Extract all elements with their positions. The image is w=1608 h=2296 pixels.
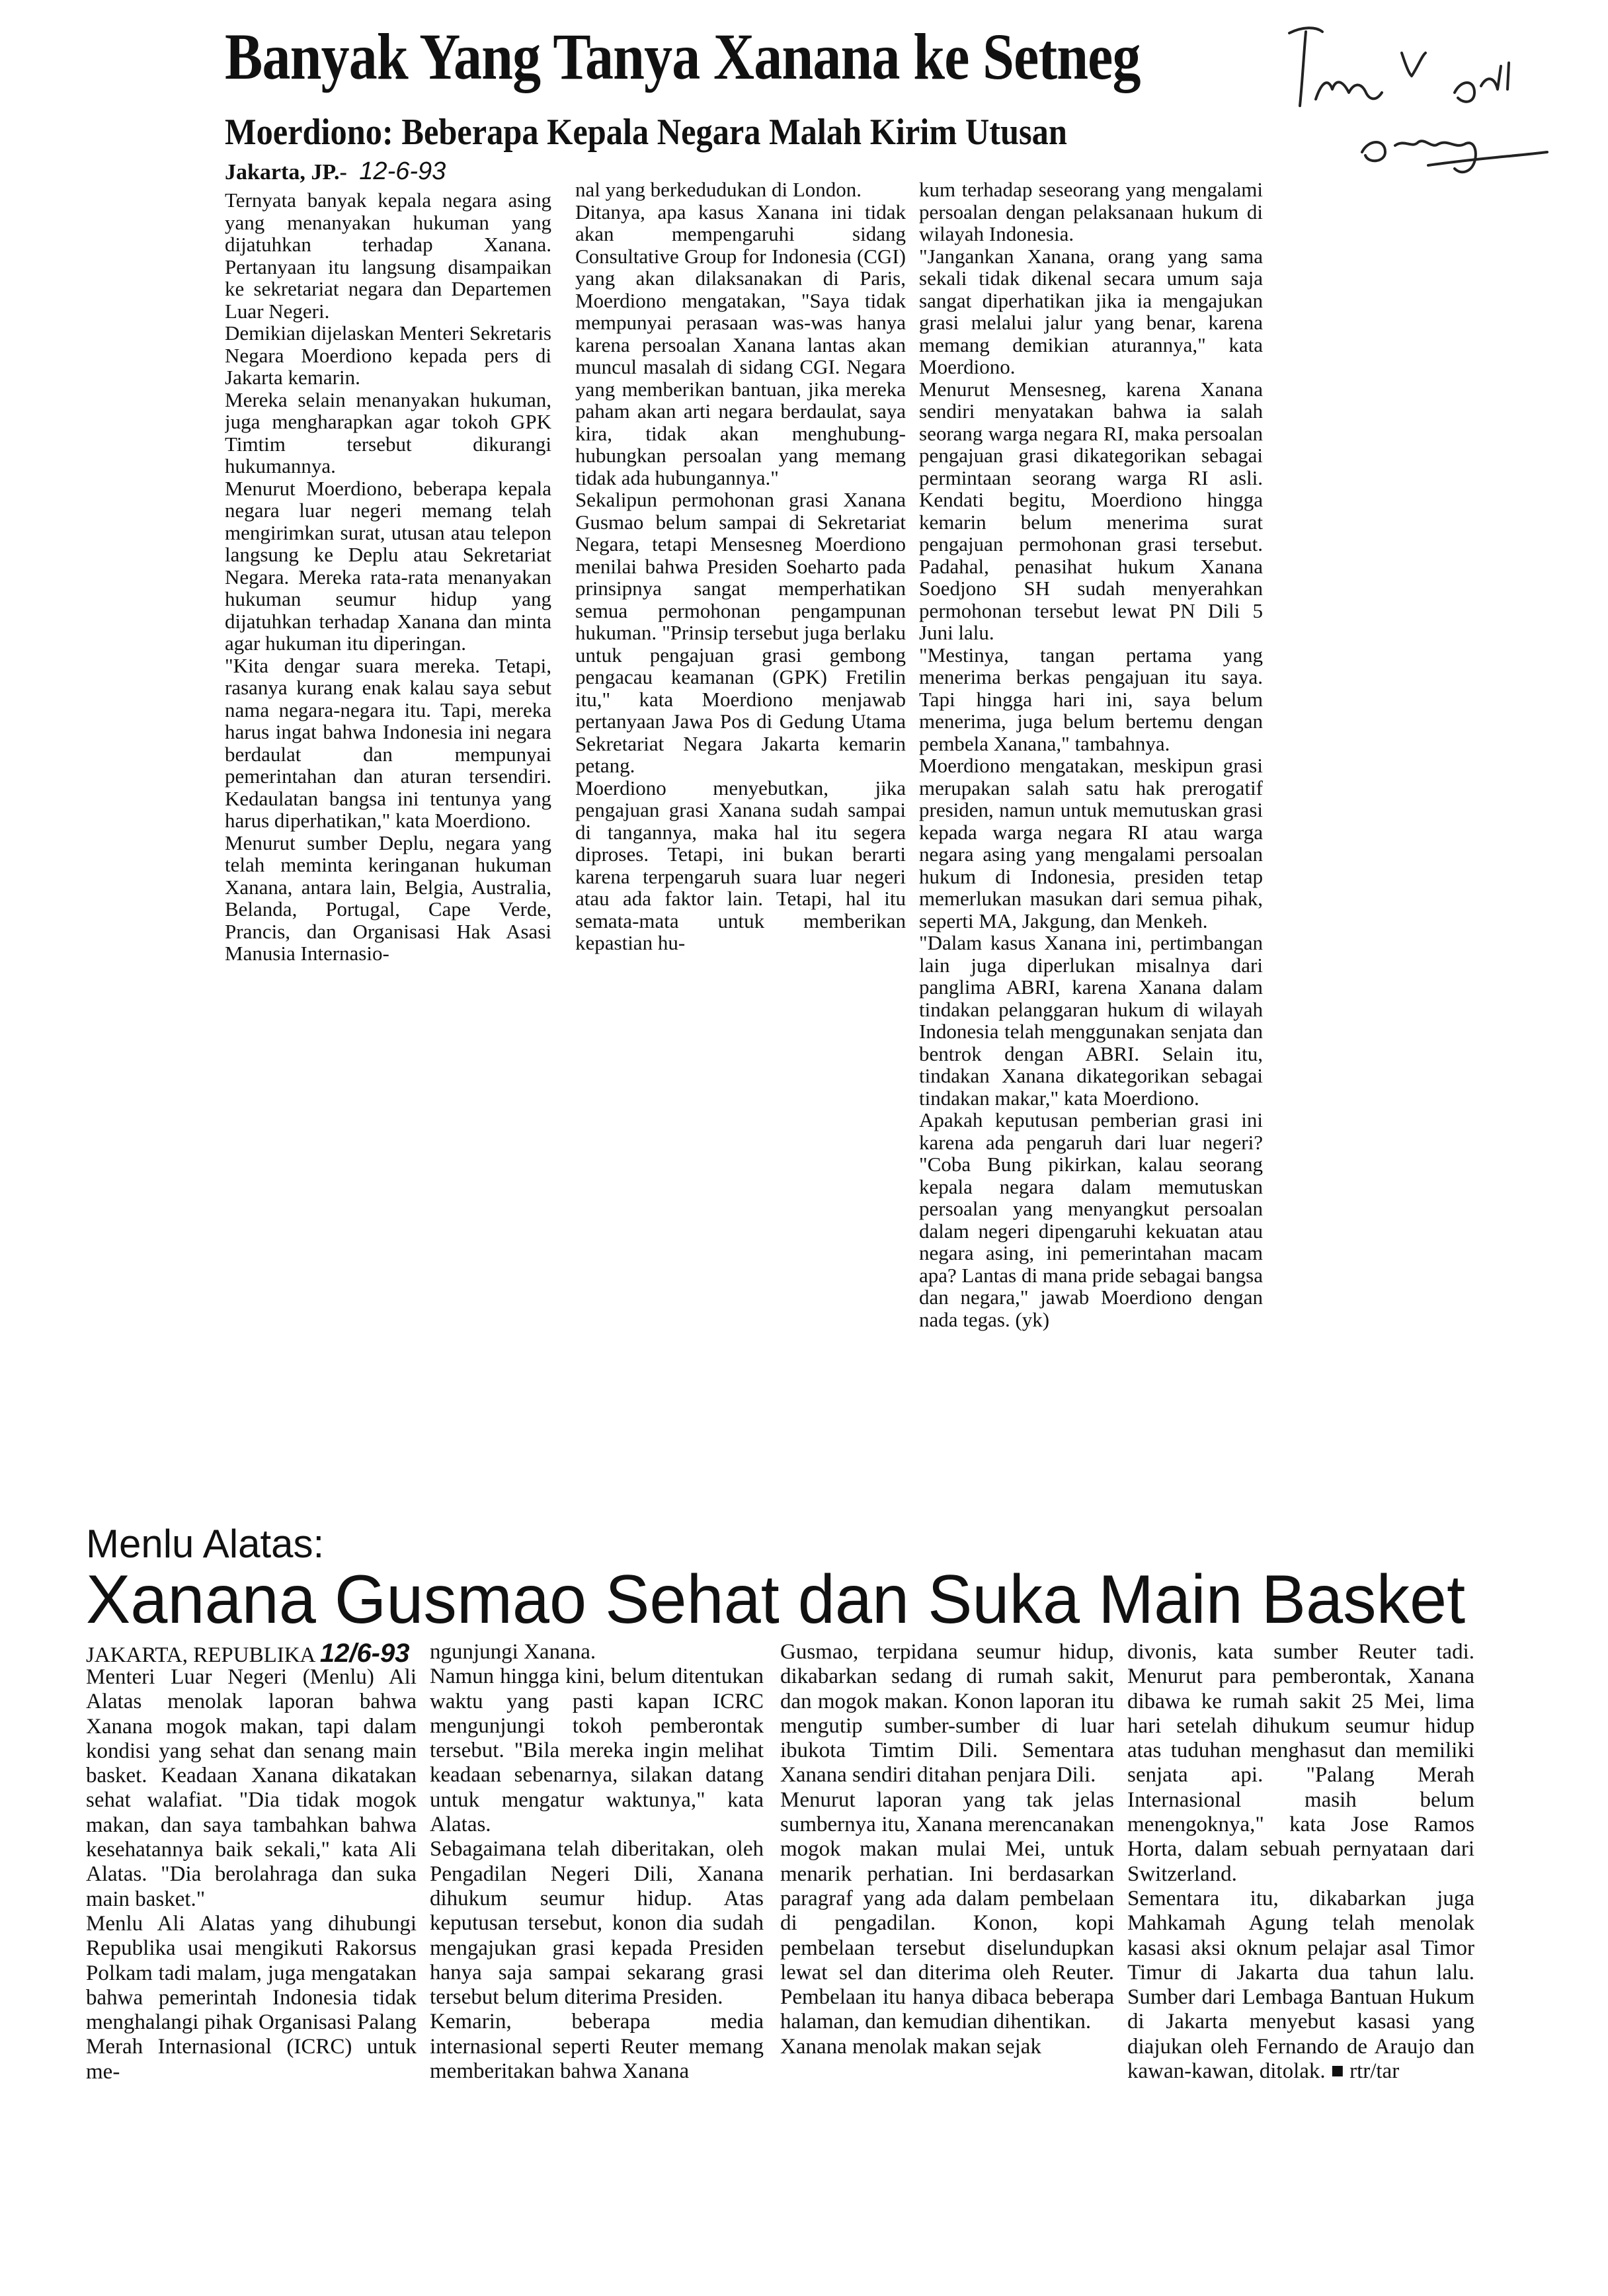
article2-headline: Xanana Gusmao Sehat dan Suka Main Basket — [86, 1561, 1466, 1638]
article2-column-3: Gusmao, terpidana seumur hidup, dikabarkan sedang di rumah sakit, dan mogok makan. Konon laporan itu mengutip sumber-sumber di luar ibukota Timtim Dili. Sementara Xanana sendiri ditahan penjara Dili. Menurut laporan yang tak jelas sumbernya itu, Xanana merencanakan mogok makan mulai Mei, untuk menarik perhatian. Ini berdasarkan paragraf yang ada dalam pembelaan di pengadilan. Konon, kopi pembelaan tersebut diselundupkan lewat sel dan diterima oleh Reuter. Pembelaan itu hanya dibaca beberapa halaman, dan kemudian dihentikan. Xanana menolak makan sejak — [780, 1640, 1114, 2059]
article1-handwritten-date: 12-6-93 — [359, 157, 446, 185]
article2-kicker: Menlu Alatas: — [86, 1522, 325, 1566]
article2-column-1: Menteri Luar Negeri (Menlu) Ali Alatas menolak laporan bahwa Xanana mogok makan, tapi dalam kondisi yang sehat dan senang main basket. Keadaan Xanana dikatakan sehat walafiat. "Dia tidak mogok makan, dan saya tambahkan bahwa kesehatannya baik sekali," kata Ali Alatas. "Dia berolahraga dan suka main basket." Menlu Ali Alatas yang dihubungi Republika usai mengikuti Rakorsus Polkam tadi malam, juga mengatakan bahwa pemerintah Indonesia tidak menghalangi pihak Organisasi Palang Merah Internasional (ICRC) untuk me- — [86, 1665, 417, 2084]
article2-column-2: ngunjungi Xanana. Namun hingga kini, belum ditentukan waktu yang pasti kapan ICRC mengunjungi tokoh pemberontak tersebut. "Bila mereka ingin melihat keadaan sebenarnya, silakan datang untuk mengatur waktunya," kata Alatas. Sebagaimana telah diberitakan, oleh Pengadilan Negeri Dili, Xanana dihukum seumur hidup. Atas keputusan tersebut, konon dia sudah mengajukan grasi kepada Presiden hanya saja sampai sekarang grasi tersebut belum diterima Presiden. Kemarin, beberapa media internasional seperti Reuter memang memberitakan bahwa Xanana — [430, 1640, 764, 2084]
handwritten-stroke — [1402, 53, 1426, 76]
handwritten-stroke — [1362, 141, 1476, 172]
handwritten-stroke — [1455, 63, 1509, 102]
article1-column-1: Ternyata banyak kepala negara asing yang menanyakan hukuman yang dijatuhkan terhadap Xanana. Pertanyaan itu langsung disampaikan ke sekretariat negara dan Departemen Luar Negeri. Demikian dijelaskan Menteri Sekretaris Negara Moerdiono kepada pers di Jakarta kemarin. Mereka selain menanyakan hukuman, juga mengharapkan agar tokoh GPK Timtim tersebut dikurangi hukumannya. Menurut Moerdiono, beberapa kepala negara luar negeri memang telah mengirimkan surat, utusan atau telepon langsung ke Deplu atau Sekretariat Negara. Mereka rata-rata menanyakan hukuman seumur hidup yang dijatuhkan terhadap Xanana dan minta agar hukuman itu diperingan. "Kita dengar suara mereka. Tetapi, rasanya kurang enak kalau saya sebut nama negara-negara itu. Tapi, mereka harus ingat bahwa Indonesia ini negara berdaulat dan mempunyai pemerintahan dan aturan tersendiri. Kedaulatan bangsa ini tentunya yang harus diperhatikan," kata Moerdiono. Menurut sumber Deplu, negara yang telah meminta keringanan hukuman Xanana, antara lain, Belgia, Australia, Belanda, Portugal, Cape Verde, Prancis, dan Organisasi Hak Asasi Manusia Internasio- — [225, 189, 551, 965]
handwritten-margin-note — [1276, 26, 1554, 179]
article1-subheadline: Moerdiono: Beberapa Kepala Negara Malah Kirim Utusan — [225, 112, 1067, 153]
article2-handwritten-date: 12/6-93 — [319, 1639, 410, 1668]
article1-headline: Banyak Yang Tanya Xanana ke Setneg — [225, 20, 1141, 93]
handwritten-stroke — [1316, 82, 1382, 99]
article1-dateline-row — [225, 157, 446, 186]
article1-column-2: nal yang berkedudukan di London. Ditanya, apa kasus Xanana ini tidak akan mempengaruhi sidang Consultative Group for Indonesia (CGI) yang akan dilaksanakan di Paris, Moerdiono mengatakan, "Saya tidak mempunyai perasaan was-was hanya karena persoalan Xanana lantas akan muncul masalah di sidang CGI. Negara yang memberikan bantuan, jika mereka paham akan arti negara berdaulat, saya kira, tidak akan menghubung-hubungkan persoalan yang memang tidak ada hubungannya." Sekalipun permohonan grasi Xanana Gusmao belum sampai di Sekretariat Negara, tetapi Mensesneg Moerdiono menilai bahwa Presiden Soeharto pada prinsipnya sangat memperhatikan semua permohonan pengampunan hukuman. "Prinsip tersebut juga berlaku untuk pengajuan grasi gembong pengacau keamanan (GPK) Fretilin itu," kata Moerdiono menjawab pertanyaan Jawa Pos di Gedung Utama Sekretariat Negara Jakarta kemarin petang. Moerdiono menyebutkan, jika pengajuan grasi Xanana sudah sampai di tangannya, maka hal itu segera diproses. Tetapi, ini bukan berarti karena terpengaruh suara luar negeri atau ada faktor lain. Tetapi, hal itu semata-mata untuk memberikan kepastian hu- — [575, 179, 906, 954]
handwritten-stroke — [1428, 152, 1547, 165]
article2-dateline: JAKARTA, REPUBLIKA — [86, 1643, 315, 1667]
article2-dateline-row — [86, 1639, 410, 1668]
article1-column-3: kum terhadap seseorang yang mengalami persoalan dengan pelaksanaan hukum di wilayah Indonesia. "Jangankan Xanana, orang yang sama sekali tidak dikenal secara umum saja sangat diperhatikan jika ia mengajukan grasi melalui jalur yang benar, karena memang demikian aturannya," kata Moerdiono. Menurut Mensesneg, karena Xanana sendiri menyatakan bahwa ia salah seorang warga negara RI, maka persoalan pengajuan grasi dikategorikan sebagai permintaan seorang warga RI asli. Kendati begitu, Moerdiono hingga kemarin belum menerima surat pengajuan permohonan grasi tersebut. Padahal, penasihat hukum Xanana Soedjono SH sudah menyerahkan permohonan tersebut lewat PN Dili 5 Juni lalu. "Mestinya, tangan pertama yang menerima berkas pengajuan itu saya. Tapi hingga hari ini, saya belum menerima, juga belum bertemu dengan pembela Xanana," tambahnya. Moerdiono mengatakan, meskipun grasi merupakan salah satu hak prerogatif presiden, namun untuk memutuskan grasi kepada warga negara RI atau warga negara asing yang mengalami persoalan hukum di Indonesia, presiden tetap memerlukan masukan dari semua pihak, seperti MA, Jakgung, dan Menkeh. "Dalam kasus Xanana ini, pertimbangan lain juga diperlukan misalnya dari panglima ABRI, karena Xanana dalam tindakan pelanggaran hukum di wilayah Indonesia telah menggunakan senjata dan bentrok dengan ABRI. Selain itu, tindakan Xanana dikategorikan sebagai tindakan makar," kata Moerdiono. Apakah keputusan pemberian grasi ini karena ada pengaruh dari luar negeri? "Coba Bung pikirkan, kalau seorang kepala negara dalam memutuskan persoalan yang menyangkut persoalan dalam negeri dipengaruhi kekuatan atau negara asing, ini pemerintahan macam apa? Lantas di mana pride sebagai bangsa dan negara," jawab Moerdiono dengan nada tegas. (yk) — [919, 179, 1263, 1331]
article1-dateline: Jakarta, JP.- — [225, 160, 347, 184]
article2-column-4: divonis, kata sumber Reuter tadi. Menurut para pemberontak, Xanana dibawa ke rumah sakit 25 Mei, lima hari setelah dihukum seumur hidup atas tuduhan menghasut dan memiliki senjata api. "Palang Merah Internasional masih belum menengoknya," kata Jose Ramos Horta, dalam sebuah pernyataan dari Switzerland. Sementara itu, dikabarkan juga Mahkamah Agung telah menolak kasasi aksi oknum pelajar asal Timor Timur di Jakarta dua tahun lalu. Sumber dari Lembaga Bantuan Hukum di Jakarta menyebut kasasi yang diajukan oleh Fernando de Araujo dan kawan-kawan, ditolak. ■ rtr/tar — [1127, 1640, 1474, 2084]
